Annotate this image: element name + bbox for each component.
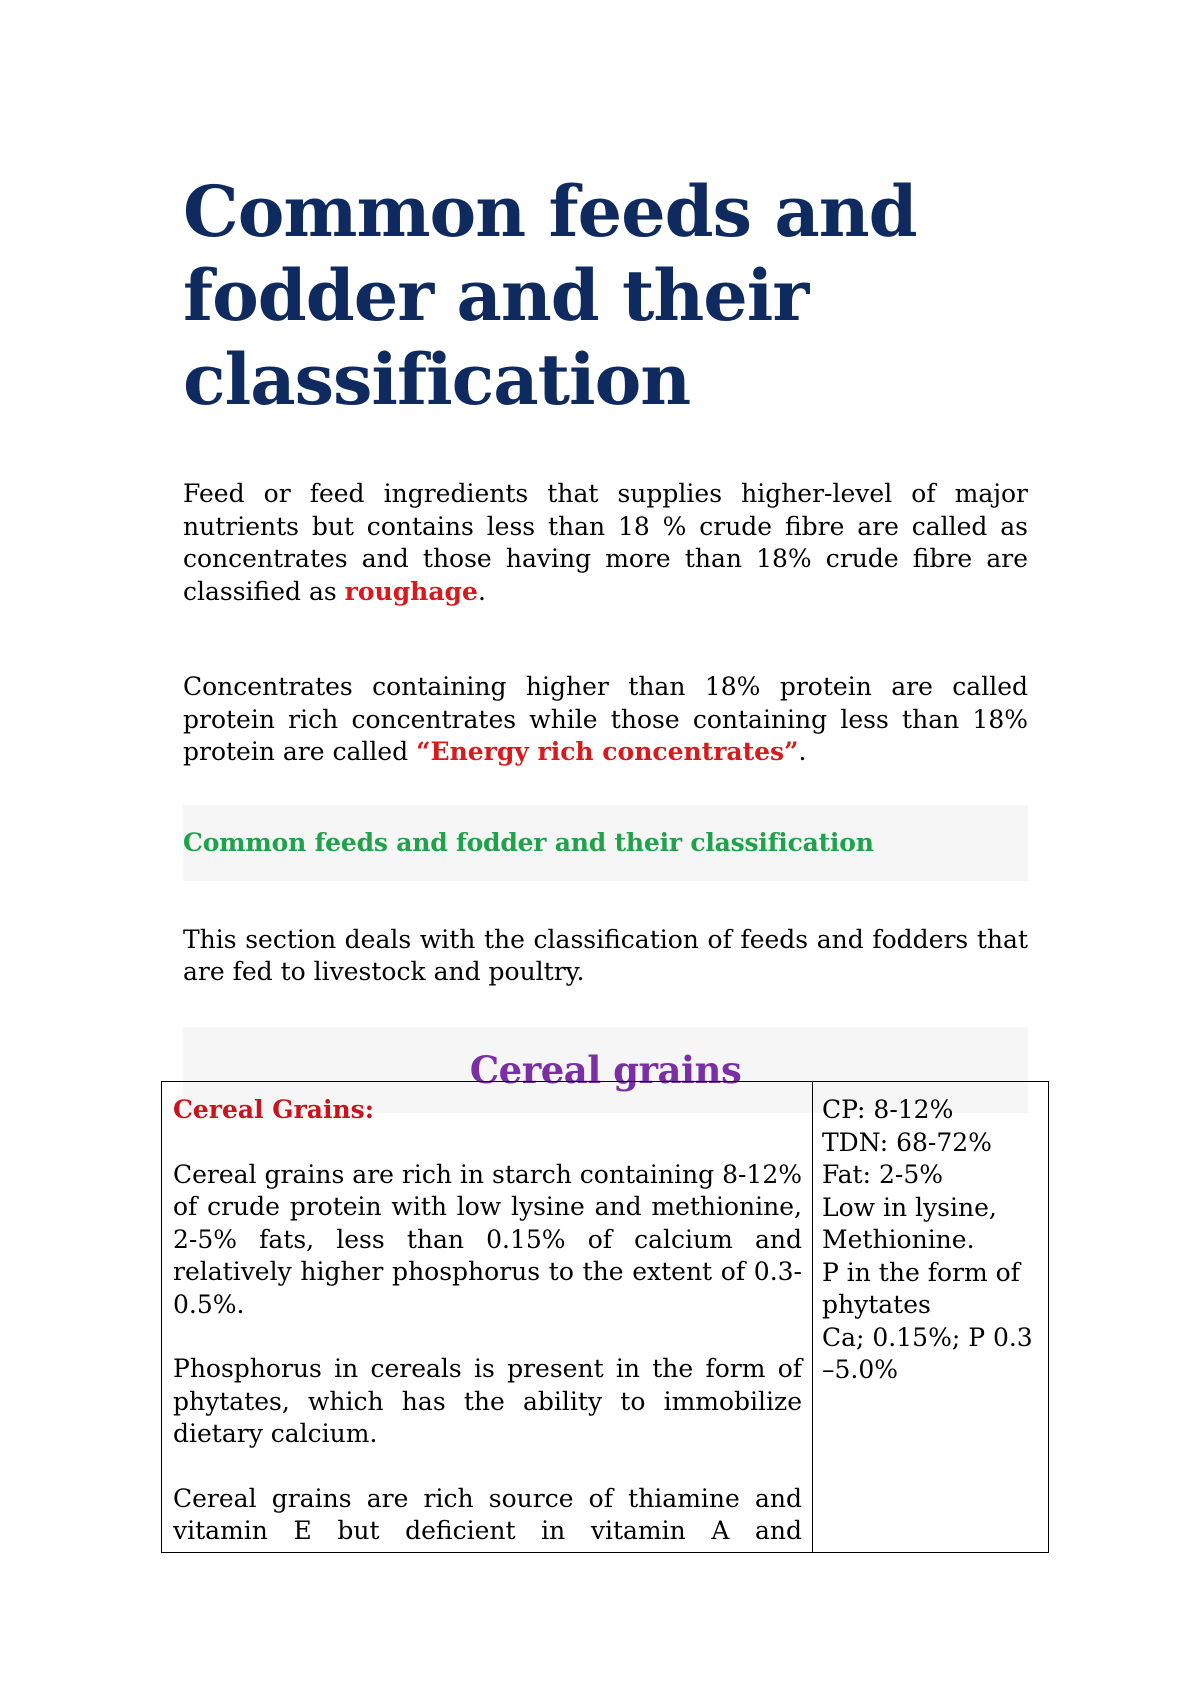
table-title: Cereal Grains:	[173, 1095, 374, 1124]
document-body	[183, 170, 1028, 1113]
summary-line: –5.0%	[822, 1355, 899, 1384]
summary-line: phytates	[822, 1290, 931, 1319]
summary-line: P in the form of	[822, 1257, 1020, 1287]
concentrates-text: Concentrates containing higher than 18% protein are called protein rich concentrates while those containing less than 18% protein are called	[183, 672, 1028, 766]
cereal-grains-heading: Cereal grains	[469, 1047, 742, 1092]
table-description-cell	[162, 1082, 813, 1552]
summary-line: CP: 8-12%	[822, 1095, 954, 1124]
concentrates-paragraph	[183, 671, 1028, 769]
intro-paragraph	[183, 478, 1028, 608]
table-paragraph-1: Cereal grains are rich in starch containing 8-12% of crude protein with low lysine and methionine, 2-5% fats, less than 0.15% of calcium and relatively higher phosphorus to the extent of 0.3-0.5%.	[173, 1159, 802, 1319]
section-intro-paragraph: This section deals with the classification of feeds and fodders that are fed to livestock and poultry.	[183, 924, 1028, 986]
intro-text: Feed or feed ingredients that supplies higher-level of major nutrients but contains less than 18 % crude fibre are called as concentrates and those having more than 18% crude fibre are classified as	[183, 479, 1028, 606]
concentrates-end: .	[798, 737, 807, 766]
summary-line: Low in lysine,	[822, 1192, 997, 1222]
summary-line: TDN: 68-72%	[822, 1127, 992, 1157]
page-title: Common feeds and fodder and their classification	[183, 170, 917, 421]
energy-rich-highlight: “Energy rich concentrates”	[416, 737, 799, 766]
table-summary-cell	[813, 1082, 1048, 1552]
cereal-grains-table	[161, 1081, 1049, 1553]
summary-line: Ca; 0.15%; P 0.3	[822, 1322, 1033, 1352]
intro-end: .	[477, 576, 486, 606]
roughage-highlight: roughage	[344, 576, 478, 606]
summary-line: Methionine.	[822, 1225, 975, 1254]
section-heading-band	[183, 805, 1028, 881]
table-paragraph-3: Cereal grains are rich source of thiamine and vitamin E but deficient in vitamin A and	[173, 1483, 802, 1545]
section-heading: Common feeds and fodder and their classification	[183, 828, 874, 857]
summary-line: Fat: 2-5%	[822, 1160, 943, 1189]
table-paragraph-2: Phosphorus in cereals is present in the form of phytates, which has the ability to immobilize dietary calcium.	[173, 1354, 802, 1448]
